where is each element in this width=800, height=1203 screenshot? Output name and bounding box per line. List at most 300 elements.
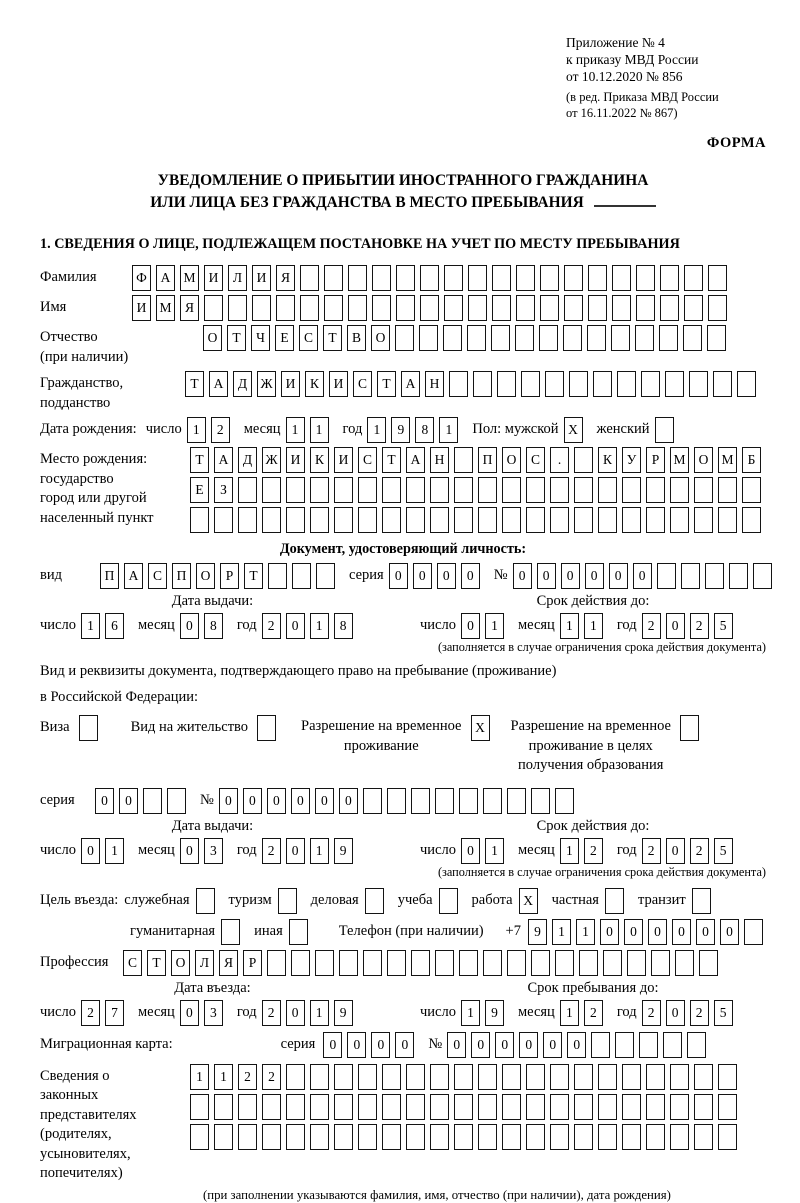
form-cell[interactable]: Ч <box>251 325 270 351</box>
form-cell[interactable] <box>617 371 636 397</box>
form-cell[interactable] <box>221 919 240 945</box>
form-cell[interactable] <box>670 1124 689 1150</box>
form-cell[interactable]: 2 <box>584 1000 603 1026</box>
form-cell[interactable] <box>262 1124 281 1150</box>
form-cell[interactable] <box>598 1064 617 1090</box>
form-cell[interactable]: 1 <box>485 613 504 639</box>
form-cell[interactable] <box>502 1124 521 1150</box>
form-cell[interactable]: И <box>334 447 353 473</box>
form-cell[interactable]: 1 <box>485 838 504 864</box>
form-cell[interactable] <box>705 563 724 589</box>
form-cell[interactable] <box>286 507 305 533</box>
form-cell[interactable] <box>655 417 674 443</box>
form-cell[interactable]: 3 <box>204 1000 223 1026</box>
form-cell[interactable] <box>411 788 430 814</box>
form-cell[interactable] <box>478 477 497 503</box>
form-cell[interactable]: Т <box>227 325 246 351</box>
form-cell[interactable] <box>483 788 502 814</box>
form-cell[interactable] <box>310 477 329 503</box>
form-cell[interactable]: 2 <box>211 417 230 443</box>
form-cell[interactable] <box>278 888 297 914</box>
form-cell[interactable] <box>387 788 406 814</box>
form-cell[interactable] <box>708 265 727 291</box>
form-cell[interactable]: 0 <box>585 563 604 589</box>
form-cell[interactable]: Т <box>244 563 263 589</box>
form-cell[interactable]: 1 <box>310 613 329 639</box>
form-cell[interactable] <box>454 447 473 473</box>
form-cell[interactable] <box>262 507 281 533</box>
form-cell[interactable]: 2 <box>262 1064 281 1090</box>
form-cell[interactable] <box>627 950 646 976</box>
form-cell[interactable] <box>483 950 502 976</box>
form-cell[interactable]: 5 <box>714 1000 733 1026</box>
form-cell[interactable] <box>143 788 162 814</box>
form-cell[interactable] <box>659 325 678 351</box>
form-cell[interactable] <box>588 295 607 321</box>
form-cell[interactable]: Р <box>646 447 665 473</box>
form-cell[interactable]: 2 <box>642 838 661 864</box>
form-cell[interactable] <box>737 371 756 397</box>
form-cell[interactable] <box>598 507 617 533</box>
form-cell[interactable] <box>574 507 593 533</box>
form-cell[interactable]: О <box>371 325 390 351</box>
form-cell[interactable] <box>497 371 516 397</box>
form-cell[interactable]: 0 <box>561 563 580 589</box>
form-cell[interactable]: 5 <box>714 838 733 864</box>
form-cell[interactable] <box>636 265 655 291</box>
form-cell[interactable] <box>555 788 574 814</box>
form-cell[interactable] <box>491 325 510 351</box>
form-cell[interactable] <box>598 477 617 503</box>
form-cell[interactable]: 2 <box>262 1000 281 1026</box>
form-cell[interactable] <box>310 1124 329 1150</box>
form-cell[interactable] <box>694 1124 713 1150</box>
form-cell[interactable]: 0 <box>672 919 691 945</box>
form-cell[interactable]: 1 <box>576 919 595 945</box>
form-cell[interactable]: 1 <box>367 417 386 443</box>
form-cell[interactable] <box>718 1094 737 1120</box>
form-cell[interactable] <box>605 888 624 914</box>
form-cell[interactable] <box>292 563 311 589</box>
form-cell[interactable] <box>646 477 665 503</box>
form-cell[interactable] <box>639 1032 658 1058</box>
form-cell[interactable]: У <box>622 447 641 473</box>
form-cell[interactable] <box>454 477 473 503</box>
form-cell[interactable]: 1 <box>552 919 571 945</box>
form-cell[interactable]: 0 <box>600 919 619 945</box>
form-cell[interactable] <box>443 325 462 351</box>
form-cell[interactable] <box>742 477 761 503</box>
form-cell[interactable] <box>526 477 545 503</box>
form-cell[interactable] <box>718 507 737 533</box>
form-cell[interactable]: 6 <box>105 613 124 639</box>
form-cell[interactable] <box>718 1124 737 1150</box>
form-cell[interactable] <box>430 1124 449 1150</box>
form-cell[interactable] <box>646 507 665 533</box>
form-cell[interactable] <box>660 295 679 321</box>
form-cell[interactable] <box>574 1124 593 1150</box>
form-cell[interactable] <box>214 1124 233 1150</box>
form-cell[interactable] <box>526 507 545 533</box>
form-cell[interactable]: А <box>156 265 175 291</box>
form-cell[interactable] <box>363 950 382 976</box>
form-cell[interactable] <box>190 507 209 533</box>
form-cell[interactable]: 1 <box>310 1000 329 1026</box>
form-cell[interactable] <box>670 477 689 503</box>
form-cell[interactable] <box>670 1094 689 1120</box>
form-cell[interactable] <box>718 477 737 503</box>
form-cell[interactable] <box>694 1064 713 1090</box>
form-cell[interactable] <box>540 265 559 291</box>
form-cell[interactable] <box>339 950 358 976</box>
form-cell[interactable] <box>692 888 711 914</box>
form-cell[interactable] <box>708 295 727 321</box>
form-cell[interactable]: 8 <box>204 613 223 639</box>
form-cell[interactable]: М <box>718 447 737 473</box>
form-cell[interactable] <box>689 371 708 397</box>
form-cell[interactable] <box>569 371 588 397</box>
form-cell[interactable] <box>276 295 295 321</box>
form-cell[interactable]: 8 <box>415 417 434 443</box>
form-cell[interactable] <box>430 507 449 533</box>
form-cell[interactable]: 1 <box>584 613 603 639</box>
form-cell[interactable] <box>228 295 247 321</box>
form-cell[interactable]: 0 <box>180 838 199 864</box>
form-cell[interactable]: Т <box>147 950 166 976</box>
form-cell[interactable] <box>395 325 414 351</box>
form-cell[interactable]: В <box>347 325 366 351</box>
form-cell[interactable] <box>651 950 670 976</box>
form-cell[interactable] <box>334 477 353 503</box>
form-cell[interactable] <box>478 1094 497 1120</box>
form-cell[interactable] <box>622 477 641 503</box>
form-cell[interactable] <box>680 715 699 741</box>
form-cell[interactable] <box>516 295 535 321</box>
form-cell[interactable]: 0 <box>371 1032 390 1058</box>
form-cell[interactable] <box>550 507 569 533</box>
form-cell[interactable]: 0 <box>81 838 100 864</box>
form-cell[interactable]: Т <box>382 447 401 473</box>
form-cell[interactable]: С <box>299 325 318 351</box>
form-cell[interactable]: 1 <box>560 613 579 639</box>
form-cell[interactable] <box>467 325 486 351</box>
form-cell[interactable]: Я <box>219 950 238 976</box>
form-cell[interactable]: Н <box>430 447 449 473</box>
form-cell[interactable]: Ф <box>132 265 151 291</box>
form-cell[interactable] <box>539 325 558 351</box>
form-cell[interactable] <box>516 265 535 291</box>
form-cell[interactable]: . <box>550 447 569 473</box>
form-cell[interactable] <box>670 1064 689 1090</box>
form-cell[interactable]: К <box>598 447 617 473</box>
form-cell[interactable] <box>641 371 660 397</box>
form-cell[interactable] <box>454 1124 473 1150</box>
form-cell[interactable] <box>324 295 343 321</box>
form-cell[interactable] <box>526 1064 545 1090</box>
form-cell[interactable]: 1 <box>286 417 305 443</box>
form-cell[interactable]: 0 <box>696 919 715 945</box>
form-cell[interactable] <box>670 507 689 533</box>
form-cell[interactable] <box>473 371 492 397</box>
form-cell[interactable] <box>190 1124 209 1150</box>
form-cell[interactable] <box>435 950 454 976</box>
form-cell[interactable] <box>598 1124 617 1150</box>
form-cell[interactable]: А <box>406 447 425 473</box>
form-cell[interactable] <box>531 788 550 814</box>
form-cell[interactable]: Е <box>190 477 209 503</box>
form-cell[interactable]: 0 <box>395 1032 414 1058</box>
form-cell[interactable]: 1 <box>81 613 100 639</box>
form-cell[interactable]: Ж <box>257 371 276 397</box>
form-cell[interactable]: К <box>305 371 324 397</box>
form-cell[interactable] <box>687 1032 706 1058</box>
form-cell[interactable]: 3 <box>204 838 223 864</box>
form-cell[interactable]: 2 <box>642 613 661 639</box>
form-cell[interactable] <box>444 295 463 321</box>
form-cell[interactable] <box>79 715 98 741</box>
form-cell[interactable]: О <box>203 325 222 351</box>
form-cell[interactable] <box>611 325 630 351</box>
form-cell[interactable]: 0 <box>537 563 556 589</box>
form-cell[interactable]: Н <box>425 371 444 397</box>
form-cell[interactable] <box>660 265 679 291</box>
form-cell[interactable] <box>262 1094 281 1120</box>
form-cell[interactable]: 8 <box>334 613 353 639</box>
form-cell[interactable] <box>406 507 425 533</box>
form-cell[interactable]: 1 <box>560 1000 579 1026</box>
form-cell[interactable] <box>358 1094 377 1120</box>
form-cell[interactable]: 1 <box>310 417 329 443</box>
form-cell[interactable]: 9 <box>334 1000 353 1026</box>
form-cell[interactable] <box>268 563 287 589</box>
form-cell[interactable] <box>430 1064 449 1090</box>
form-cell[interactable] <box>694 1094 713 1120</box>
form-cell[interactable]: О <box>171 950 190 976</box>
form-cell[interactable]: 0 <box>243 788 262 814</box>
form-cell[interactable]: 0 <box>666 613 685 639</box>
form-cell[interactable]: Л <box>195 950 214 976</box>
form-cell[interactable]: 0 <box>633 563 652 589</box>
form-cell[interactable]: 0 <box>286 1000 305 1026</box>
form-cell[interactable] <box>694 477 713 503</box>
form-cell[interactable]: 1 <box>214 1064 233 1090</box>
form-cell[interactable]: 5 <box>714 613 733 639</box>
form-cell[interactable] <box>459 788 478 814</box>
form-cell[interactable]: И <box>329 371 348 397</box>
form-cell[interactable] <box>622 1124 641 1150</box>
form-cell[interactable] <box>635 325 654 351</box>
form-cell[interactable]: А <box>401 371 420 397</box>
form-cell[interactable]: З <box>214 477 233 503</box>
form-cell[interactable] <box>492 265 511 291</box>
form-cell[interactable] <box>502 507 521 533</box>
form-cell[interactable] <box>315 950 334 976</box>
form-cell[interactable]: 0 <box>567 1032 586 1058</box>
form-cell[interactable] <box>289 919 308 945</box>
form-cell[interactable] <box>459 950 478 976</box>
form-cell[interactable]: 0 <box>666 1000 685 1026</box>
form-cell[interactable]: П <box>100 563 119 589</box>
form-cell[interactable] <box>593 371 612 397</box>
form-cell[interactable] <box>358 1064 377 1090</box>
form-cell[interactable] <box>665 371 684 397</box>
form-cell[interactable]: 0 <box>609 563 628 589</box>
form-cell[interactable] <box>603 950 622 976</box>
form-cell[interactable] <box>324 265 343 291</box>
form-cell[interactable]: 0 <box>513 563 532 589</box>
form-cell[interactable]: И <box>281 371 300 397</box>
form-cell[interactable]: 0 <box>461 838 480 864</box>
form-cell[interactable] <box>167 788 186 814</box>
form-cell[interactable]: Т <box>323 325 342 351</box>
form-cell[interactable] <box>190 1094 209 1120</box>
form-cell[interactable] <box>684 295 703 321</box>
form-cell[interactable] <box>615 1032 634 1058</box>
form-cell[interactable]: Р <box>220 563 239 589</box>
form-cell[interactable] <box>382 507 401 533</box>
form-cell[interactable]: 9 <box>528 919 547 945</box>
form-cell[interactable] <box>238 1094 257 1120</box>
form-cell[interactable] <box>267 950 286 976</box>
form-cell[interactable]: 2 <box>262 838 281 864</box>
form-cell[interactable] <box>587 325 606 351</box>
form-cell[interactable] <box>707 325 726 351</box>
form-cell[interactable]: 0 <box>347 1032 366 1058</box>
form-cell[interactable] <box>238 1124 257 1150</box>
form-cell[interactable]: 0 <box>267 788 286 814</box>
form-cell[interactable] <box>550 477 569 503</box>
form-cell[interactable] <box>468 265 487 291</box>
form-cell[interactable]: X <box>564 417 583 443</box>
form-cell[interactable] <box>622 1094 641 1120</box>
form-cell[interactable] <box>406 1094 425 1120</box>
form-cell[interactable] <box>502 477 521 503</box>
form-cell[interactable]: 0 <box>286 838 305 864</box>
form-cell[interactable] <box>310 1094 329 1120</box>
form-cell[interactable] <box>713 371 732 397</box>
form-cell[interactable]: П <box>172 563 191 589</box>
form-cell[interactable]: М <box>670 447 689 473</box>
form-cell[interactable] <box>729 563 748 589</box>
form-cell[interactable]: 0 <box>461 613 480 639</box>
form-cell[interactable] <box>286 477 305 503</box>
form-cell[interactable]: 0 <box>291 788 310 814</box>
form-cell[interactable]: 1 <box>105 838 124 864</box>
form-cell[interactable] <box>334 1094 353 1120</box>
form-cell[interactable] <box>636 295 655 321</box>
form-cell[interactable] <box>300 265 319 291</box>
form-cell[interactable]: А <box>214 447 233 473</box>
form-cell[interactable] <box>430 1094 449 1120</box>
form-cell[interactable] <box>252 295 271 321</box>
form-cell[interactable] <box>430 477 449 503</box>
form-cell[interactable] <box>744 919 763 945</box>
form-cell[interactable]: 0 <box>323 1032 342 1058</box>
form-cell[interactable]: 1 <box>560 838 579 864</box>
form-cell[interactable]: 1 <box>461 1000 480 1026</box>
form-cell[interactable]: 0 <box>471 1032 490 1058</box>
form-cell[interactable] <box>257 715 276 741</box>
form-cell[interactable] <box>196 888 215 914</box>
form-cell[interactable]: X <box>471 715 490 741</box>
form-cell[interactable]: 2 <box>642 1000 661 1026</box>
form-cell[interactable] <box>550 1124 569 1150</box>
form-cell[interactable]: 0 <box>180 613 199 639</box>
form-cell[interactable]: 2 <box>262 613 281 639</box>
form-cell[interactable]: Е <box>275 325 294 351</box>
form-cell[interactable] <box>382 477 401 503</box>
form-cell[interactable] <box>286 1094 305 1120</box>
form-cell[interactable]: 0 <box>339 788 358 814</box>
form-cell[interactable]: С <box>123 950 142 976</box>
form-cell[interactable]: 0 <box>666 838 685 864</box>
form-cell[interactable] <box>316 563 335 589</box>
form-cell[interactable] <box>406 477 425 503</box>
form-cell[interactable]: 2 <box>81 1000 100 1026</box>
form-cell[interactable] <box>718 1064 737 1090</box>
form-cell[interactable] <box>358 507 377 533</box>
form-cell[interactable] <box>310 507 329 533</box>
form-cell[interactable] <box>564 265 583 291</box>
form-cell[interactable]: С <box>358 447 377 473</box>
form-cell[interactable]: 0 <box>519 1032 538 1058</box>
form-cell[interactable] <box>591 1032 610 1058</box>
form-cell[interactable] <box>753 563 772 589</box>
form-cell[interactable] <box>454 1094 473 1120</box>
form-cell[interactable] <box>502 1094 521 1120</box>
form-cell[interactable] <box>439 888 458 914</box>
form-cell[interactable] <box>382 1064 401 1090</box>
form-cell[interactable] <box>699 950 718 976</box>
form-cell[interactable]: 0 <box>543 1032 562 1058</box>
form-cell[interactable]: 0 <box>180 1000 199 1026</box>
form-cell[interactable] <box>387 950 406 976</box>
form-cell[interactable]: 2 <box>584 838 603 864</box>
form-cell[interactable] <box>372 295 391 321</box>
form-cell[interactable] <box>598 1094 617 1120</box>
form-cell[interactable] <box>238 507 257 533</box>
form-cell[interactable] <box>204 295 223 321</box>
form-cell[interactable]: 0 <box>413 563 432 589</box>
form-cell[interactable] <box>550 1064 569 1090</box>
form-cell[interactable] <box>612 295 631 321</box>
form-cell[interactable] <box>214 1094 233 1120</box>
form-cell[interactable] <box>694 507 713 533</box>
form-cell[interactable] <box>478 1124 497 1150</box>
form-cell[interactable]: Т <box>190 447 209 473</box>
form-cell[interactable] <box>742 507 761 533</box>
form-cell[interactable] <box>657 563 676 589</box>
form-cell[interactable] <box>382 1124 401 1150</box>
form-cell[interactable]: И <box>252 265 271 291</box>
form-cell[interactable]: О <box>694 447 713 473</box>
form-cell[interactable]: 1 <box>190 1064 209 1090</box>
form-cell[interactable] <box>579 950 598 976</box>
form-cell[interactable] <box>663 1032 682 1058</box>
form-cell[interactable]: 0 <box>286 613 305 639</box>
form-cell[interactable]: 0 <box>447 1032 466 1058</box>
form-cell[interactable]: М <box>180 265 199 291</box>
form-cell[interactable] <box>502 1064 521 1090</box>
form-cell[interactable] <box>372 265 391 291</box>
form-cell[interactable]: И <box>286 447 305 473</box>
form-cell[interactable] <box>435 788 454 814</box>
form-cell[interactable] <box>454 1064 473 1090</box>
form-cell[interactable] <box>382 1094 401 1120</box>
form-cell[interactable]: Л <box>228 265 247 291</box>
form-cell[interactable] <box>574 477 593 503</box>
form-cell[interactable] <box>420 295 439 321</box>
